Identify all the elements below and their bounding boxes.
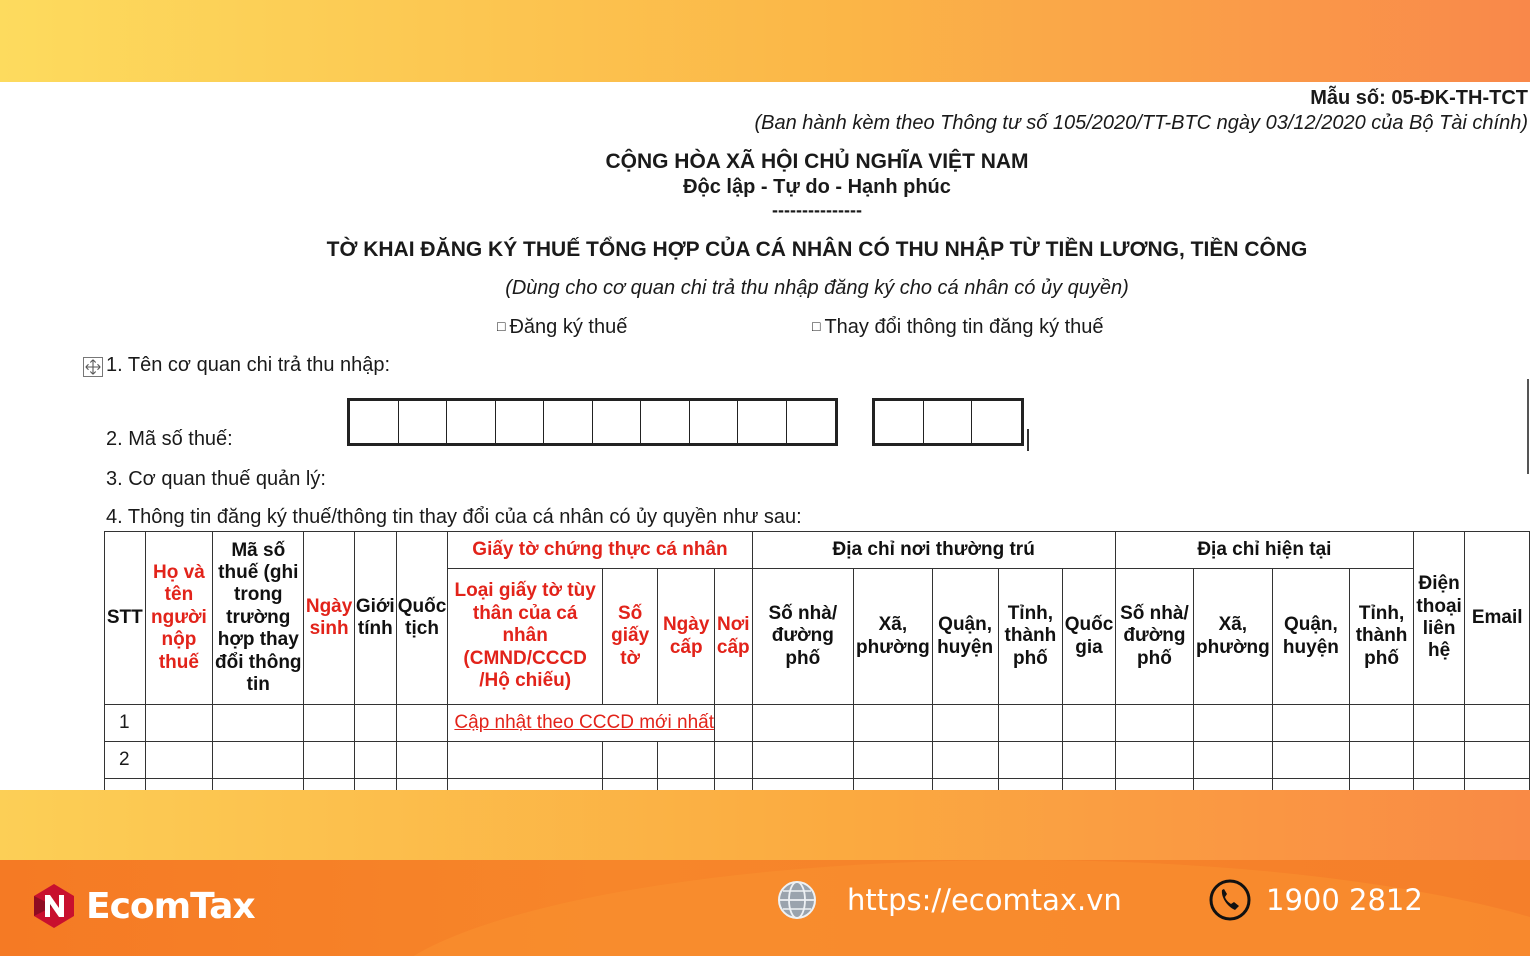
header-id-number: Số giấy tờ: [602, 569, 657, 705]
header-issue-date: Ngày cấp: [658, 569, 715, 705]
update-note-link[interactable]: Cập nhật theo CCCD mới nhất: [454, 711, 714, 733]
table-cell[interactable]: [354, 742, 396, 779]
header-id-type: Loại giấy tờ tùy thân của cá nhân (CMND/CCCD /Hộ chiếu): [448, 569, 603, 705]
table-row: [105, 705, 1530, 742]
tax-digit-box[interactable]: [787, 401, 836, 443]
website-link[interactable]: https://ecomtax.vn: [847, 883, 1122, 917]
table-cell[interactable]: [1063, 705, 1116, 742]
national-motto: Độc lập - Tự do - Hạnh phúc: [683, 176, 951, 198]
row-stt: 2: [105, 742, 146, 779]
header-perm-country: Quốc gia: [1063, 569, 1116, 705]
header-curr-province: Tỉnh, thành phố: [1350, 569, 1414, 705]
header-perm-province: Tỉnh, thành phố: [998, 569, 1063, 705]
header-perm-district: Quận, huyện: [932, 569, 998, 705]
tax-digit-box[interactable]: [593, 401, 642, 443]
tax-digit-box[interactable]: [544, 401, 593, 443]
text-cursor: [1027, 429, 1029, 451]
header-perm-ward: Xã, phường: [854, 569, 933, 705]
phone-icon: [1208, 878, 1252, 922]
table-cell[interactable]: [932, 705, 998, 742]
tax-digit-box[interactable]: [496, 401, 545, 443]
brand-name: EcomTax: [86, 885, 255, 927]
header-phone: Điện thoại liên hệ: [1413, 532, 1464, 705]
table-cell[interactable]: [715, 705, 753, 742]
table-cell[interactable]: [1115, 705, 1193, 742]
table-cell[interactable]: [1465, 705, 1530, 742]
header-id-group: Giấy tờ chứng thực cá nhân: [448, 532, 752, 569]
table-cell[interactable]: [354, 705, 396, 742]
tax-digit-box[interactable]: [738, 401, 787, 443]
row-stt: 1: [105, 705, 146, 742]
tax-office-field: 3. Cơ quan thuế quản lý:: [106, 468, 326, 490]
footer-banner: [0, 790, 1530, 956]
tax-form-document: [0, 82, 1530, 794]
separator: ---------------: [772, 200, 862, 220]
globe-icon: [777, 880, 817, 920]
table-cell[interactable]: [998, 705, 1063, 742]
ecomtax-logo-icon: [30, 882, 78, 930]
table-cell[interactable]: [1272, 705, 1350, 742]
phone-number[interactable]: 1900 2812: [1266, 883, 1423, 917]
header-stt: STT: [105, 532, 146, 705]
table-cell[interactable]: [1194, 742, 1273, 779]
table-cell[interactable]: [1194, 705, 1273, 742]
header-curr-district: Quận, huyện: [1272, 569, 1350, 705]
header-curr-street: Số nhà/ đường phố: [1115, 569, 1193, 705]
register-option[interactable]: [497, 316, 627, 339]
table-move-handle-icon[interactable]: [83, 357, 103, 377]
header-full-name: Họ và tên người nộp thuế: [145, 532, 213, 705]
national-title: CỘNG HÒA XÃ HỘI CHỦ NGHĨA VIỆT NAM: [605, 150, 1029, 173]
table-cell[interactable]: [1413, 705, 1464, 742]
table-cell[interactable]: [854, 705, 933, 742]
form-subtitle: (Dùng cho cơ quan chi trả thu nhập đăng ký cho cá nhân có ủy quyền): [505, 277, 1129, 299]
page-edge-marker: [1527, 379, 1529, 474]
tax-code-field: 2. Mã số thuế:: [106, 428, 233, 450]
table-cell[interactable]: [1272, 742, 1350, 779]
header-perm-street: Số nhà/đường phố: [752, 569, 854, 705]
tax-suffix-box[interactable]: [924, 401, 973, 443]
tax-digit-box[interactable]: [690, 401, 739, 443]
header-gender: Giới tính: [354, 532, 396, 705]
change-option[interactable]: [812, 316, 1104, 339]
phone-contact[interactable]: [1208, 878, 1423, 922]
header-nationality: Quốc tịch: [396, 532, 448, 705]
header-issue-place: Nơi cấp: [715, 569, 753, 705]
table-cell[interactable]: [932, 742, 998, 779]
header-current-address: Địa chỉ hiện tại: [1115, 532, 1413, 569]
payer-name-field: 1. Tên cơ quan chi trả thu nhập:: [106, 354, 391, 376]
table-cell[interactable]: [1115, 742, 1193, 779]
table-cell[interactable]: [396, 742, 448, 779]
tax-digit-box[interactable]: [399, 401, 448, 443]
form-title: TỜ KHAI ĐĂNG KÝ THUẾ TỔNG HỢP CỦA CÁ NHÂN CÓ THU NHẬP TỪ TIỀN LƯƠNG, TIỀN CÔNG: [326, 238, 1308, 261]
table-cell[interactable]: [602, 742, 657, 779]
change-checkbox[interactable]: □: [812, 318, 821, 334]
table-cell[interactable]: [658, 742, 715, 779]
brand-logo[interactable]: [30, 882, 255, 930]
tax-code-suffix-boxes[interactable]: [872, 398, 1024, 446]
table-cell[interactable]: [304, 742, 355, 779]
table-cell[interactable]: [1413, 742, 1464, 779]
table-cell[interactable]: [145, 742, 213, 779]
table-cell[interactable]: [448, 742, 603, 779]
table-cell[interactable]: [145, 705, 213, 742]
website-contact[interactable]: [777, 880, 1122, 920]
table-cell[interactable]: [752, 742, 854, 779]
issued-note: (Ban hành kèm theo Thông tư số 105/2020/TT-BTC ngày 03/12/2020 của Bộ Tài chính): [754, 112, 1528, 134]
table-row: [105, 742, 1530, 779]
table-cell[interactable]: [396, 705, 448, 742]
top-banner: [0, 0, 1530, 82]
header-permanent-address: Địa chỉ nơi thường trú: [752, 532, 1115, 569]
registration-table: [104, 531, 1530, 799]
table-cell[interactable]: [1063, 742, 1116, 779]
table-cell[interactable]: [213, 742, 304, 779]
table-cell[interactable]: [1465, 742, 1530, 779]
registration-info-field: 4. Thông tin đăng ký thuế/thông tin thay đổi của cá nhân có ủy quyền như sau:: [106, 506, 802, 528]
form-number: Mẫu số: 05-ĐK-TH-TCT: [1310, 87, 1528, 109]
table-cell[interactable]: [213, 705, 304, 742]
header-dob: Ngày sinh: [304, 532, 355, 705]
tax-suffix-box[interactable]: [972, 401, 1021, 443]
tax-suffix-box[interactable]: [875, 401, 924, 443]
tax-digit-box[interactable]: [447, 401, 496, 443]
tax-digit-box[interactable]: [641, 401, 690, 443]
table-cell[interactable]: [854, 742, 933, 779]
register-checkbox[interactable]: □: [497, 318, 506, 334]
tax-code-boxes[interactable]: [347, 398, 838, 446]
table-cell[interactable]: [998, 742, 1063, 779]
table-cell[interactable]: [715, 742, 753, 779]
header-curr-ward: Xã, phường: [1194, 569, 1273, 705]
table-cell[interactable]: [1350, 742, 1414, 779]
tax-digit-box[interactable]: [350, 401, 399, 443]
header-tax-code: Mã số thuế (ghi trong trường hợp thay đổi thông tin: [213, 532, 304, 705]
table-cell[interactable]: [304, 705, 355, 742]
update-note-cell[interactable]: [448, 705, 715, 742]
register-label: Đăng ký thuế: [509, 316, 628, 338]
change-label: Thay đổi thông tin đăng ký thuế: [824, 316, 1104, 338]
table-cell[interactable]: [752, 705, 854, 742]
header-email: Email: [1465, 532, 1530, 705]
table-cell[interactable]: [1350, 705, 1414, 742]
